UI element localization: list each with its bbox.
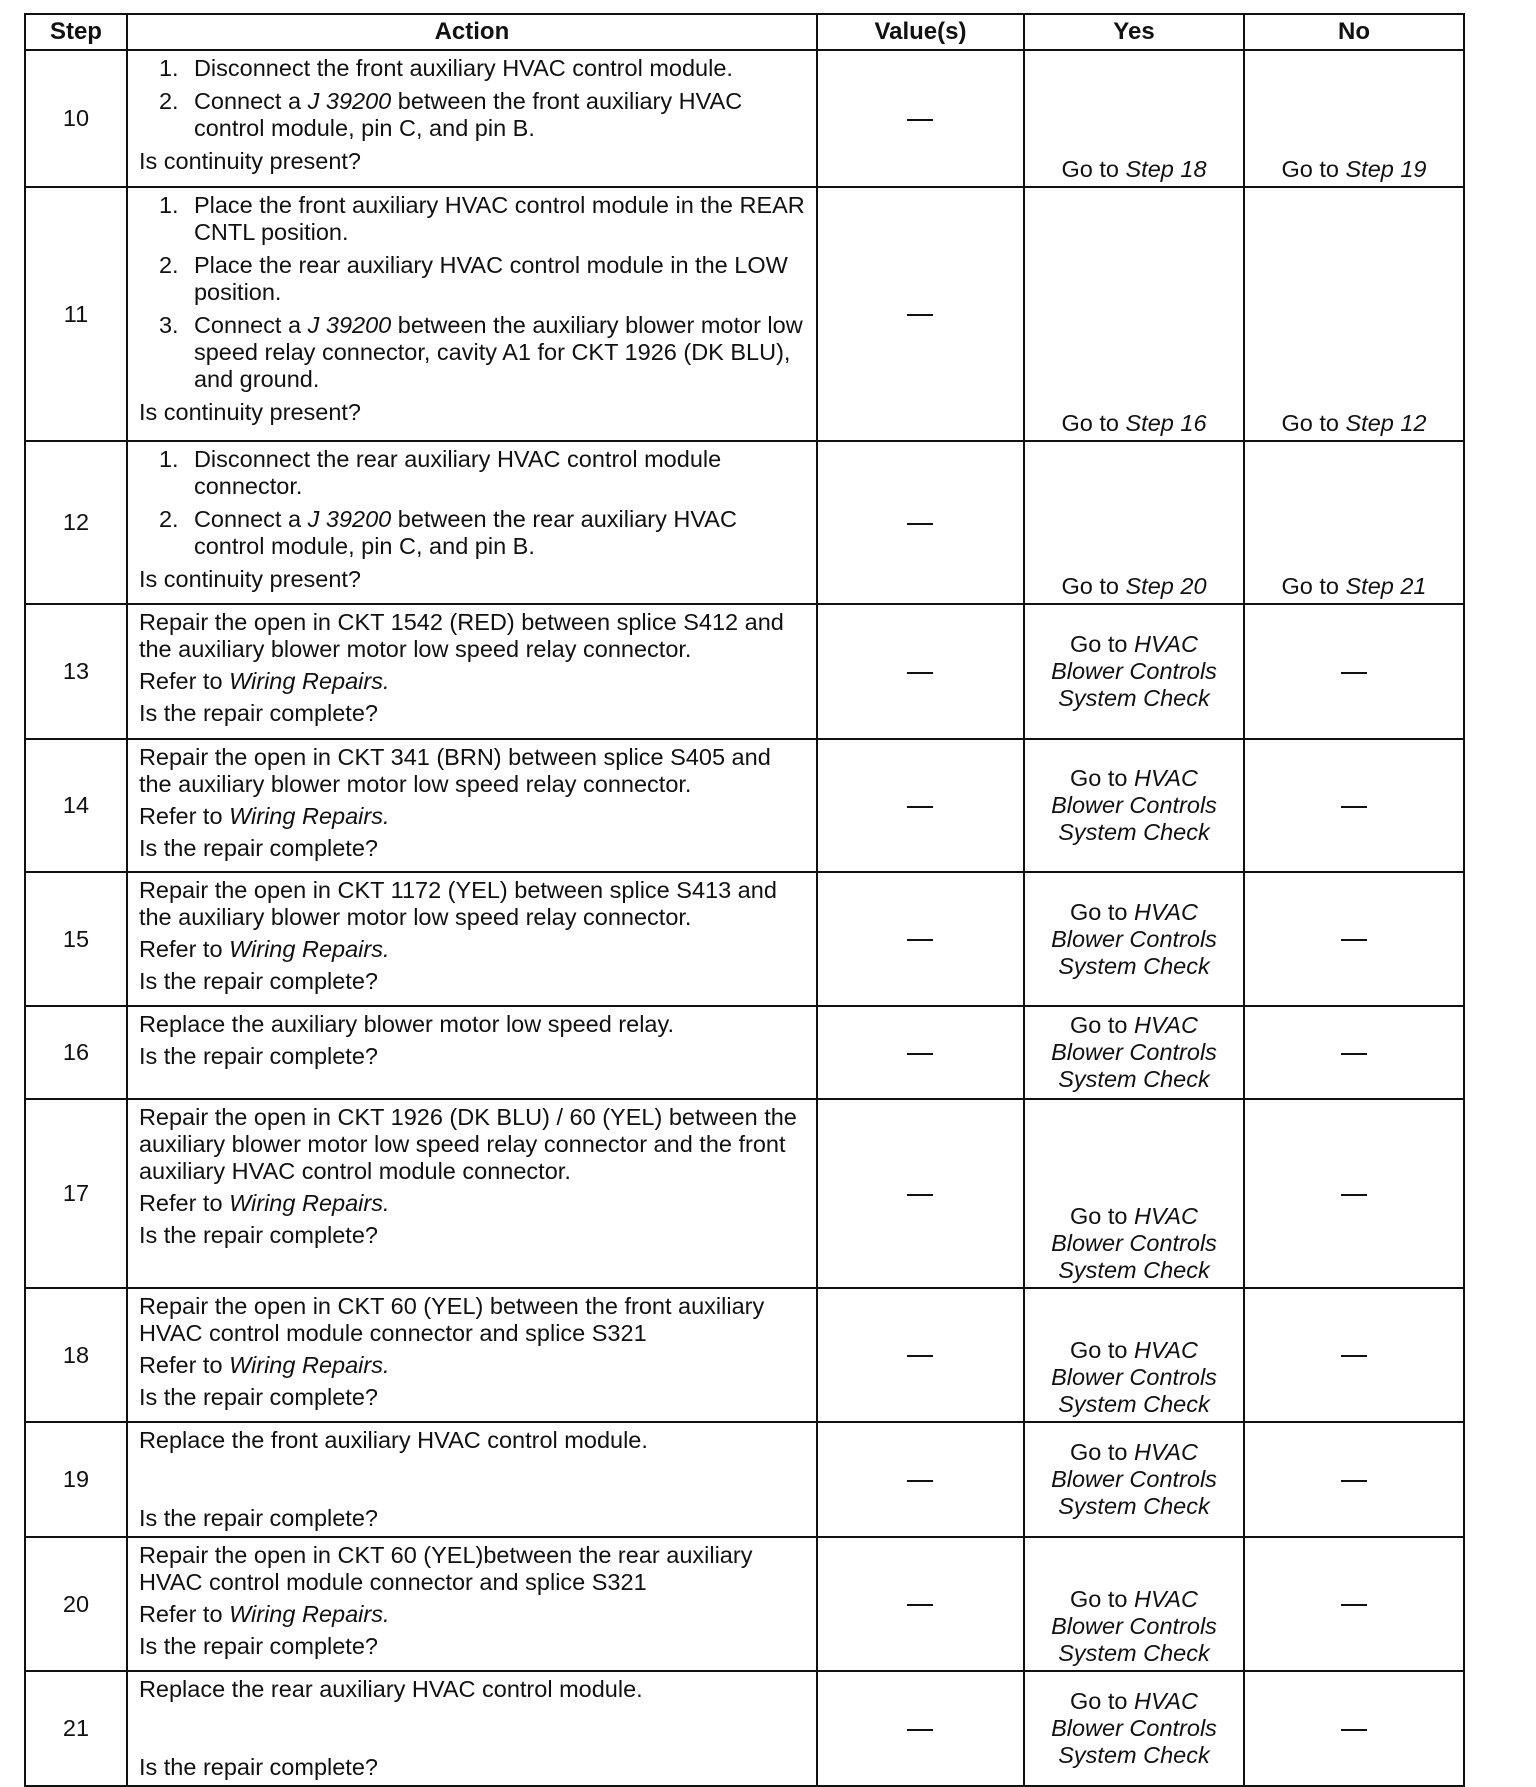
action-cell	[127, 1537, 817, 1671]
refer-text: Refer to Wiring Repairs.	[138, 668, 390, 694]
action-cell	[127, 1422, 817, 1537]
step-link[interactable]: Step 16	[1125, 410, 1207, 436]
refer-text: Refer to Wiring Repairs.	[138, 803, 390, 829]
wiring-repairs-link[interactable]: Wiring Repairs.	[229, 668, 390, 694]
dash	[907, 1604, 933, 1606]
dash	[907, 806, 933, 808]
list-item: 2. Place the rear auxiliary HVAC control module in the LOW position.	[158, 252, 788, 305]
value-cell	[817, 604, 1024, 739]
question-text: Is the repair complete?	[138, 1043, 378, 1069]
action-text: Replace the auxiliary blower motor low speed relay.	[138, 1011, 675, 1037]
action-list	[139, 55, 808, 142]
step-number: 11	[25, 187, 127, 441]
header-step: Step	[25, 14, 127, 50]
action-text: Replace the front auxiliary HVAC control module.	[138, 1427, 648, 1453]
hvac-check-link[interactable]: Go to HVAC Blower Controls System Check	[1051, 1688, 1217, 1768]
dash	[907, 939, 933, 941]
yes-cell	[1024, 1422, 1244, 1537]
header-values: Value(s)	[817, 14, 1024, 50]
dash	[1341, 806, 1367, 808]
wiring-repairs-link[interactable]: Wiring Repairs.	[229, 1352, 390, 1378]
yes-cell	[1024, 1099, 1244, 1288]
question-text: Is the repair complete?	[138, 1384, 378, 1410]
table-row	[25, 1288, 1464, 1422]
value-cell	[817, 1288, 1024, 1422]
step-number: 12	[25, 441, 127, 604]
no-cell	[1244, 1537, 1464, 1671]
dash	[1341, 1480, 1367, 1482]
value-cell	[817, 1006, 1024, 1099]
hvac-check-link[interactable]: Go to HVAC Blower Controls System Check	[1051, 631, 1217, 711]
action-cell	[127, 604, 817, 739]
action-list	[139, 446, 808, 560]
no-cell	[1244, 1671, 1464, 1786]
question-text: Is continuity present?	[138, 148, 362, 174]
table-row	[25, 1422, 1464, 1537]
action-cell	[127, 872, 817, 1006]
yes-cell	[1024, 739, 1244, 872]
action-cell	[127, 1099, 817, 1288]
action-cell	[127, 187, 817, 441]
no-cell	[1244, 872, 1464, 1006]
question-text: Is the repair complete?	[138, 968, 378, 994]
yes-cell: Go to Step 18	[1024, 50, 1244, 187]
dash	[907, 1194, 933, 1196]
dash	[907, 1053, 933, 1055]
step-number: 14	[25, 739, 127, 872]
value-cell	[817, 187, 1024, 441]
dash	[1341, 1053, 1367, 1055]
table-row	[25, 50, 1464, 187]
table-row	[25, 604, 1464, 739]
refer-text: Refer to Wiring Repairs.	[138, 1190, 390, 1216]
action-text: Repair the open in CKT 1542 (RED) between splice S412 and the auxiliary blower motor low speed relay connector.	[138, 609, 784, 662]
dash	[907, 119, 933, 121]
tool-name: J 39200	[307, 88, 392, 114]
step-number: 21	[25, 1671, 127, 1786]
dash	[1341, 1729, 1367, 1731]
action-cell	[127, 1288, 817, 1422]
yes-cell	[1024, 604, 1244, 739]
wiring-repairs-link[interactable]: Wiring Repairs.	[229, 1601, 390, 1627]
list-item: 2. Connect a J 39200 between the front auxiliary HVAC control module, pin C, and pin B.	[158, 88, 743, 141]
dash	[907, 672, 933, 674]
step-link[interactable]: Step 12	[1345, 410, 1427, 436]
action-cell	[127, 1671, 817, 1786]
question-text: Is the repair complete?	[138, 700, 378, 726]
tool-name: J 39200	[307, 312, 392, 338]
yes-cell	[1024, 1006, 1244, 1099]
hvac-check-link[interactable]: Go to HVAC Blower Controls System Check	[1051, 765, 1217, 845]
dash	[1341, 672, 1367, 674]
yes-cell	[1024, 1288, 1244, 1422]
dash	[1341, 939, 1367, 941]
table-row	[25, 187, 1464, 441]
action-text: Replace the rear auxiliary HVAC control module.	[138, 1676, 643, 1702]
table-row	[25, 441, 1464, 604]
value-cell	[817, 739, 1024, 872]
table-row	[25, 1006, 1464, 1099]
no-cell	[1244, 1422, 1464, 1537]
question-text: Is the repair complete?	[138, 1633, 378, 1659]
step-number: 10	[25, 50, 127, 187]
step-link[interactable]: Step 19	[1345, 156, 1427, 182]
value-cell	[817, 50, 1024, 187]
action-cell	[127, 739, 817, 872]
question-text: Is the repair complete?	[138, 1222, 378, 1248]
yes-cell: Go to Step 20	[1024, 441, 1244, 604]
tool-name: J 39200	[307, 506, 392, 532]
question-text: Is continuity present?	[138, 566, 362, 592]
value-cell	[817, 1099, 1024, 1288]
dash	[907, 1480, 933, 1482]
question-text: Is the repair complete?	[138, 1754, 378, 1780]
table-row	[25, 1537, 1464, 1671]
step-number: 13	[25, 604, 127, 739]
step-number: 19	[25, 1422, 127, 1537]
question-text: Is the repair complete?	[138, 1505, 378, 1531]
wiring-repairs-link[interactable]: Wiring Repairs.	[229, 803, 390, 829]
header-yes: Yes	[1024, 14, 1244, 50]
action-text: Repair the open in CKT 1926 (DK BLU) / 60 (YEL) between the auxiliary blower motor low speed relay connector and the front auxiliary HVAC control module connector.	[138, 1104, 797, 1184]
step-link[interactable]: Step 18	[1125, 156, 1207, 182]
action-cell	[127, 1006, 817, 1099]
list-item: 1. Disconnect the rear auxiliary HVAC control module connector.	[158, 446, 722, 499]
step-number: 17	[25, 1099, 127, 1288]
dash	[1341, 1604, 1367, 1606]
dash	[1341, 1194, 1367, 1196]
table-row	[25, 1099, 1464, 1288]
no-cell	[1244, 1099, 1464, 1288]
hvac-check-link[interactable]: Go to HVAC Blower Controls System Check	[1051, 1439, 1217, 1519]
dash	[907, 523, 933, 525]
yes-cell	[1024, 1537, 1244, 1671]
no-cell	[1244, 739, 1464, 872]
refer-text: Refer to Wiring Repairs.	[138, 936, 390, 962]
yes-cell	[1024, 1671, 1244, 1786]
spacer	[139, 1708, 808, 1754]
refer-text: Refer to Wiring Repairs.	[138, 1601, 390, 1627]
no-cell	[1244, 1006, 1464, 1099]
hvac-check-link[interactable]: Go to HVAC Blower Controls System Check	[1051, 1586, 1217, 1666]
list-item: 1. Place the front auxiliary HVAC control module in the REAR CNTL position.	[158, 192, 805, 245]
header-no: No	[1244, 14, 1464, 50]
table-row	[25, 872, 1464, 1006]
value-cell	[817, 872, 1024, 1006]
dash	[907, 314, 933, 316]
no-cell: Go to Step 12	[1244, 187, 1464, 441]
no-cell: Go to Step 21	[1244, 441, 1464, 604]
table-row	[25, 1671, 1464, 1786]
question-text: Is continuity present?	[138, 399, 362, 425]
diagnostic-table	[24, 13, 1465, 1787]
value-cell	[817, 1422, 1024, 1537]
value-cell	[817, 441, 1024, 604]
no-cell	[1244, 604, 1464, 739]
list-item: 3. Connect a J 39200 between the auxiliary blower motor low speed relay connector, cavity A1 for CKT 1926 (DK BLU), and ground.	[158, 312, 803, 392]
step-number: 18	[25, 1288, 127, 1422]
step-link[interactable]: Step 21	[1345, 573, 1427, 599]
list-item: 1. Disconnect the front auxiliary HVAC control module.	[158, 55, 733, 81]
dash	[907, 1729, 933, 1731]
step-link[interactable]: Step 20	[1125, 573, 1207, 599]
action-text: Repair the open in CKT 60 (YEL) between the front auxiliary HVAC control module connector and splice S321	[138, 1293, 765, 1346]
dash	[1341, 1355, 1367, 1357]
hvac-check-link[interactable]: Go to HVAC Blower Controls System Check	[1051, 1012, 1217, 1092]
action-text: Repair the open in CKT 1172 (YEL) between splice S413 and the auxiliary blower motor low speed relay connector.	[138, 877, 777, 930]
action-cell	[127, 50, 817, 187]
step-number: 20	[25, 1537, 127, 1671]
table-row	[25, 739, 1464, 872]
yes-cell: Go to Step 16	[1024, 187, 1244, 441]
wiring-repairs-link[interactable]: Wiring Repairs.	[229, 936, 390, 962]
action-text: Repair the open in CKT 60 (YEL)between the rear auxiliary HVAC control module connector and splice S321	[138, 1542, 753, 1595]
no-cell	[1244, 1288, 1464, 1422]
spacer	[139, 1459, 808, 1505]
hvac-check-link[interactable]: Go to HVAC Blower Controls System Check	[1051, 898, 1217, 979]
action-text: Repair the open in CKT 341 (BRN) between splice S405 and the auxiliary blower motor low speed relay connector.	[138, 744, 771, 797]
yes-cell	[1024, 872, 1244, 1006]
step-number: 16	[25, 1006, 127, 1099]
action-list	[139, 192, 808, 393]
header-action: Action	[127, 14, 817, 50]
refer-text: Refer to Wiring Repairs.	[138, 1352, 390, 1378]
table-header	[25, 14, 1464, 50]
wiring-repairs-link[interactable]: Wiring Repairs.	[229, 1190, 390, 1216]
hvac-check-link[interactable]: Go to HVAC Blower Controls System Check	[1051, 1203, 1217, 1283]
step-number: 15	[25, 872, 127, 1006]
question-text: Is the repair complete?	[138, 835, 378, 861]
dash	[907, 1355, 933, 1357]
no-cell: Go to Step 19	[1244, 50, 1464, 187]
value-cell	[817, 1537, 1024, 1671]
list-item: 2. Connect a J 39200 between the rear auxiliary HVAC control module, pin C, and pin B.	[158, 506, 737, 559]
hvac-check-link[interactable]: Go to HVAC Blower Controls System Check	[1051, 1337, 1217, 1417]
header-row	[25, 14, 1464, 50]
action-cell	[127, 441, 817, 604]
value-cell	[817, 1671, 1024, 1786]
